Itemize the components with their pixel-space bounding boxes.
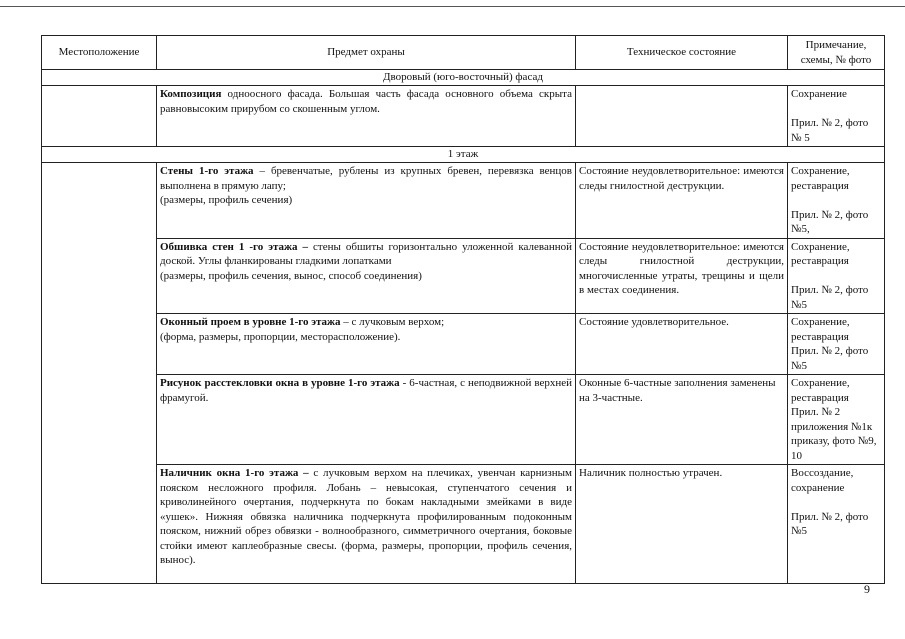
notes-cell <box>788 163 885 239</box>
subject-extra: (размеры, профиль сечения, вынос, способ соединения) <box>160 269 422 282</box>
notes-cell <box>788 314 885 375</box>
note-action: Сохранение, реставрация <box>791 377 850 404</box>
note-reference: Прил. № 2, фото №5 <box>791 510 869 537</box>
header-location: Местоположение <box>42 36 157 70</box>
table-row <box>42 86 885 147</box>
subject-cell <box>157 314 576 375</box>
table-header-row <box>42 36 885 70</box>
subject-cell <box>157 465 576 584</box>
condition-cell: Состояние неудовлетворительное: имеются следы гнилостной деструкции. <box>576 163 788 239</box>
subject-bold-term: Наличник окна 1-го этажа – <box>160 467 309 479</box>
section-row <box>42 70 885 86</box>
section-row <box>42 147 885 163</box>
subject-extra: (размеры, профиль сечения) <box>160 194 293 206</box>
protection-subject-table <box>41 35 885 584</box>
condition-cell: Состояние неудовлетворительное: имеются следы гнилостной деструкции, многочисленные утраты, трещины и щели в местах соединения. <box>576 238 788 314</box>
condition-cell: Наличник полностью утрачен. <box>576 465 788 584</box>
subject-cell <box>157 86 576 147</box>
condition-cell <box>576 86 788 147</box>
subject-cell <box>157 163 576 239</box>
note-action: Сохранение, реставрация <box>791 165 850 192</box>
notes-cell <box>788 86 885 147</box>
note-reference: Прил. № 2, фото №5 <box>791 284 869 311</box>
location-cell <box>42 86 157 147</box>
table-row <box>42 163 885 239</box>
note-reference: Прил. № 2, фото №5, <box>791 208 869 235</box>
table-row <box>42 375 885 465</box>
subject-cell <box>157 238 576 314</box>
subject-bold-term: Обшивка стен 1 -го этажа – <box>160 240 308 253</box>
note-reference: Прил. № 2 приложения №1к приказу, фото №9, 10 <box>791 406 877 462</box>
table-row <box>42 465 885 584</box>
table-row <box>42 238 885 314</box>
subject-text: - 6-частная, с неподвижной верхней фрамугой. <box>160 377 573 404</box>
header-notes: Примечание, схемы, № фото <box>788 36 885 70</box>
note-action: Сохранение, реставрация <box>791 316 850 343</box>
subject-bold-term: Композиция <box>160 88 222 100</box>
header-condition: Техническое состояние <box>576 36 788 70</box>
section-title-first-floor: 1 этаж <box>42 147 885 163</box>
note-reference: Прил. № 2, фото №5 <box>791 345 869 372</box>
notes-cell <box>788 465 885 584</box>
subject-bold-term: Рисунок расстекловки окна в уровне 1-го этажа <box>160 377 400 389</box>
location-cell <box>42 163 157 584</box>
notes-cell <box>788 375 885 465</box>
subject-text: с лучковым верхом на плечиках, увенчан карнизным пояском несложного профиля. Лобань – невысокая, ступенчатого сечения и криволинейного очертания, подчеркнута по бокам накладными змейками в виде «ушек». Нижняя обвязка наличника подчеркнута профилированным подоконным пояском, нижний обрез обвязки - волнообразного, симметричного очертания, боковые стойки имеют каплеобразные свесы. (форма, размеры, пропорции, профиль сечения, вынос). <box>160 467 572 566</box>
note-action: Сохранение, реставрация <box>791 240 850 267</box>
subject-text: стены обшиты горизонтально уложенной калеванной доской. Углы фланкированы гладкими лопатками <box>160 240 572 267</box>
notes-cell <box>788 238 885 314</box>
page-top-rule <box>0 6 905 7</box>
condition-cell: Состояние удовлетворительное. <box>576 314 788 375</box>
subject-extra: (форма, размеры, пропорции, месторасположение). <box>160 330 401 343</box>
note-action: Воссоздание, сохранение <box>791 467 854 494</box>
section-title-courtyard-facade: Дворовый (юго-восточный) фасад <box>42 70 885 86</box>
header-subject: Предмет охраны <box>157 36 576 70</box>
subject-bold-term: Стены 1-го этажа <box>160 165 254 177</box>
subject-text: одноосного фасада. Большая часть фасада основного объема скрыта равновысоким прирубом со скошенным углом. <box>160 88 572 115</box>
subject-text: – с лучковым верхом; <box>340 316 445 328</box>
table-row <box>42 314 885 375</box>
condition-cell: Оконные 6-частные заполнения заменены на 3-частные. <box>576 375 788 465</box>
subject-bold-term: Оконный проем в уровне 1-го этажа <box>160 316 341 328</box>
note-reference: Прил. № 2, фото № 5 <box>791 117 869 144</box>
subject-text: – бревенчатые, рублены из крупных бревен, перевязка венцов выполнена в прямую лапу; <box>160 165 572 192</box>
note-action: Сохранение <box>791 88 847 100</box>
subject-cell <box>157 375 576 465</box>
page-number: 9 <box>864 582 870 596</box>
